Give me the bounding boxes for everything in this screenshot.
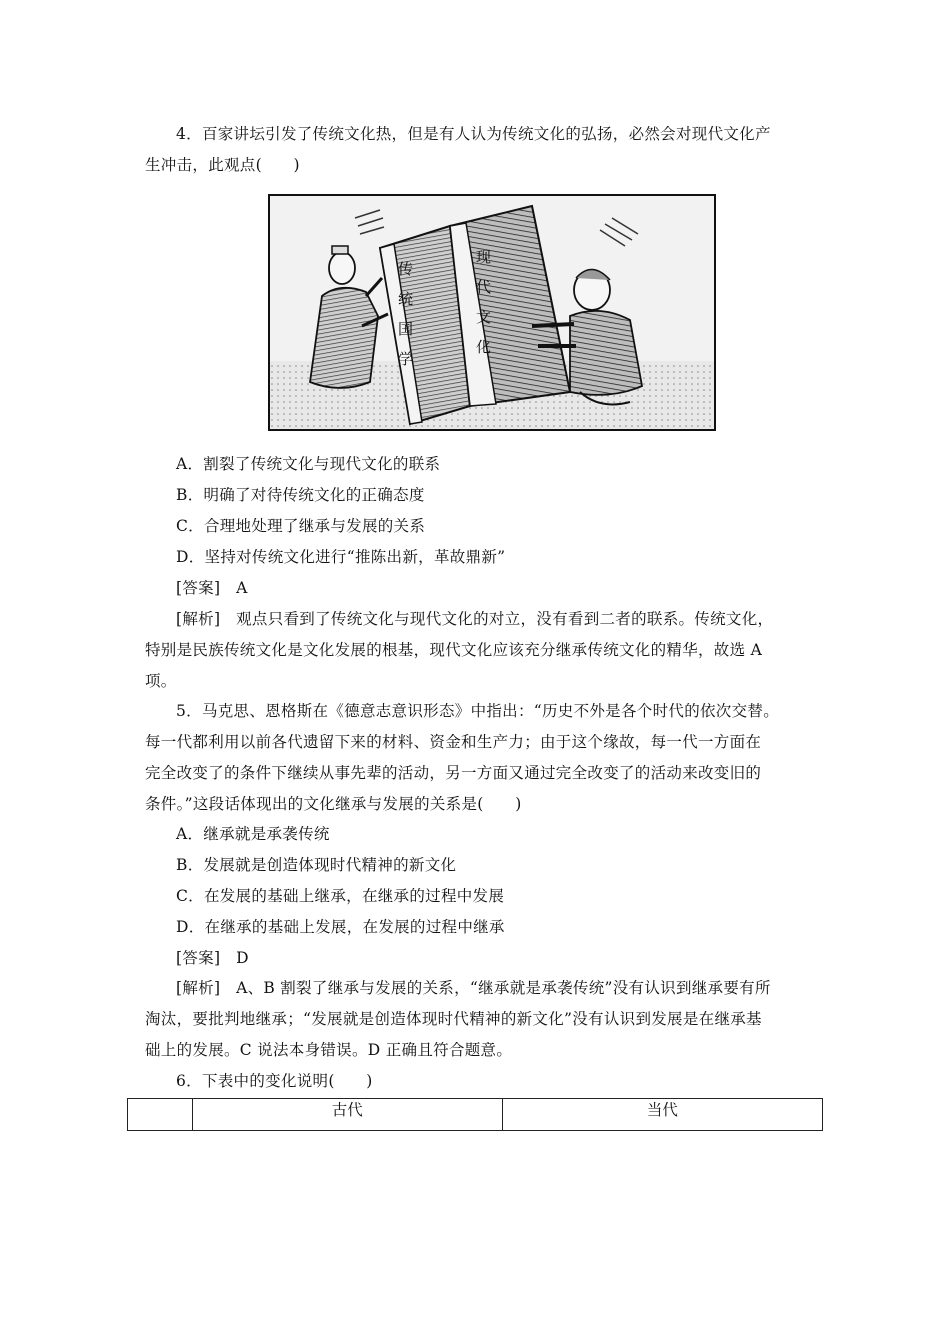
q5-option-c: C．在发展的基础上继承，在继承的过程中发展: [176, 887, 505, 905]
q5-analysis-line2: 淘汰，要批判地继承；“发展就是创造体现时代精神的新文化”没有认识到发展是在继承基: [145, 1010, 762, 1028]
table-header-row: [128, 1099, 823, 1131]
cartoon-illustration: [270, 196, 714, 429]
q6-table: [127, 1098, 823, 1131]
table-header-ancient: 古代: [192, 1099, 502, 1131]
q4-stem-line2: 生冲击，此观点( ): [145, 156, 300, 174]
q5-option-a: A．继承就是承袭传统: [176, 825, 330, 843]
q5-answer: [答案] D: [176, 949, 249, 967]
q4-analysis-line3: 项。: [145, 672, 177, 690]
q5-analysis-line1: [解析] A、B 割裂了继承与发展的关系，“继承就是承袭传统”没有认识到继承要有所: [176, 979, 771, 997]
book-traditional-label: 传统国学: [398, 260, 414, 368]
q4-stem-line1: 4．百家讲坛引发了传统文化热，但是有人认为传统文化的弘扬，必然会对现代文化产: [176, 125, 771, 143]
table-header-contemporary: 当代: [502, 1099, 822, 1131]
q5-option-b: B．发展就是创造体现时代精神的新文化: [176, 856, 457, 874]
cartoon-figure: [268, 194, 716, 431]
q4-answer: [答案] A: [176, 579, 248, 597]
q5-stem-line3: 完全改变了的条件下继续从事先辈的活动，另一方面又通过完全改变了的活动来改变旧的: [145, 764, 762, 782]
q4-option-a: A．割裂了传统文化与现代文化的联系: [176, 455, 441, 473]
q4-option-b: B．明确了对待传统文化的正确态度: [176, 486, 425, 504]
q4-analysis-line2: 特别是民族传统文化是文化发展的根基，现代文化应该充分继承传统文化的精华，故选 A: [145, 641, 763, 659]
q5-analysis-line3: 础上的发展。C 说法本身错误。D 正确且符合题意。: [145, 1041, 513, 1059]
q4-analysis-line1: [解析] 观点只看到了传统文化与现代文化的对立，没有看到二者的联系。传统文化，: [176, 610, 774, 628]
q5-option-d: D．在继承的基础上发展，在发展的过程中继承: [176, 918, 505, 936]
book-modern-label: 现代文化: [476, 248, 492, 356]
q5-stem-line2: 每一代都利用以前各代遗留下来的材料、资金和生产力；由于这个缘故，每一代一方面在: [145, 733, 762, 751]
table-header-empty: [128, 1099, 193, 1131]
q5-stem-line1: 5．马克思、恩格斯在《德意志意识形态》中指出：“历史不外是各个时代的依次交替。: [176, 702, 779, 720]
q4-option-d: D．坚持对传统文化进行“推陈出新，革故鼎新”: [176, 548, 506, 566]
q5-stem-line4: 条件。”这段话体现出的文化继承与发展的关系是( ): [145, 795, 522, 813]
q4-option-c: C．合理地处理了继承与发展的关系: [176, 517, 426, 535]
q6-stem: 6．下表中的变化说明( ): [176, 1072, 373, 1090]
